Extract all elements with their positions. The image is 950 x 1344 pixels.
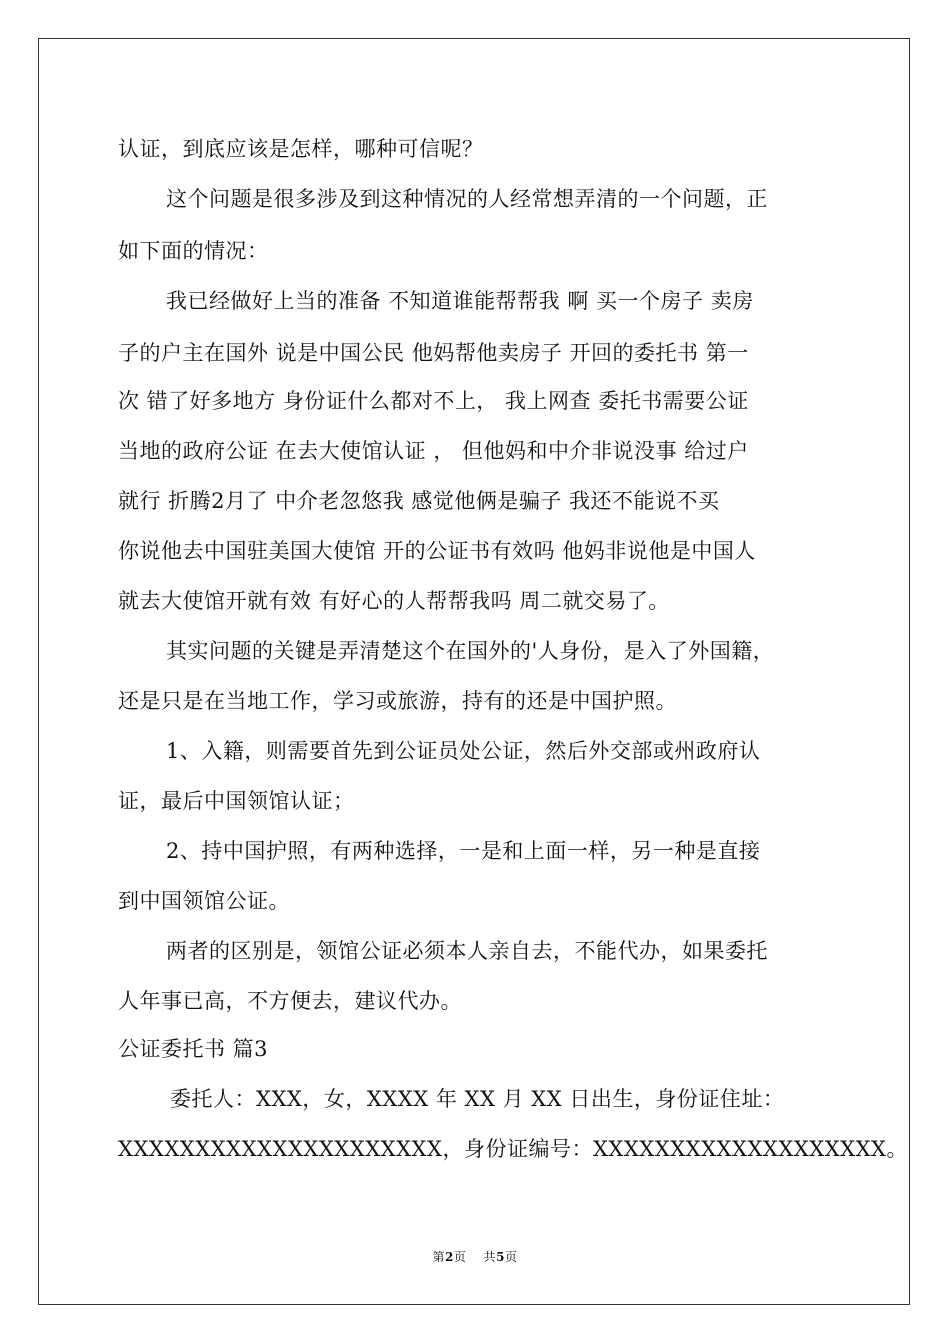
paragraph-line: 1、入籍，则需要首先到公证员处公证，然后外交部或州政府认: [166, 739, 761, 763]
page-suffix: 页: [453, 1250, 467, 1264]
text-line: 当地的政府公证 在去大使馆认证 ， 但他妈和中介非说没事 给过户: [118, 439, 749, 463]
paragraph-line: 我已经做好上当的准备 不知道谁能帮帮我 啊 买一个房子 卖房: [166, 289, 754, 313]
total-prefix: 共: [483, 1250, 497, 1264]
page-prefix: 第: [432, 1250, 445, 1264]
text-line: 就行 折腾2月了 中介老忽悠我 感觉他俩是骗子 我还不能说不买: [118, 489, 720, 513]
total-suffix: 页: [505, 1250, 518, 1264]
paragraph-line: 其实问题的关键是弄清楚这个在国外的'人身份，是入了外国籍，: [166, 639, 775, 663]
total-pages: 5: [496, 1250, 505, 1264]
text-line: 次 错了好多地方 身份证什么都对不上， 我上网查 委托书需要公证: [118, 389, 749, 413]
page-footer: [0, 1248, 950, 1265]
text-line: 证，最后中国领馆认证；: [118, 789, 355, 813]
paragraph-line: 2、持中国护照，有两种选择，一是和上面一样，另一种是直接: [166, 839, 761, 863]
text-line: 人年事已高，不方便去，建议代办。: [118, 989, 462, 1013]
text-line: XXXXXXXXXXXXXXXXXXXXX，身份证编号：XXXXXXXXXXXXXXXXXXX。: [118, 1137, 909, 1161]
paragraph-line: 两者的区别是，领馆公证必须本人亲自去，不能代办，如果委托: [166, 939, 768, 963]
page-number: 2: [444, 1250, 454, 1264]
text-line: 如下面的情况：: [118, 239, 269, 263]
text-line: 你说他去中国驻美国大使馆 开的公证书有效吗 他妈非说他是中国人: [118, 539, 756, 563]
text-line: 认证，到底应该是怎样，哪种可信呢？: [118, 137, 484, 161]
page-border: [38, 38, 910, 1305]
text-line: 就去大使馆开就有效 有好心的人帮帮我吗 周二就交易了。: [118, 589, 670, 613]
text-line: 子的户主在国外 说是中国公民 他妈帮他卖房子 开回的委托书 第一: [118, 341, 749, 365]
paragraph-line: 这个问题是很多涉及到这种情况的人经常想弄清的一个问题，正: [166, 187, 768, 211]
text-line: 到中国领馆公证。: [118, 889, 290, 913]
paragraph-line: 委托人：XXX，女，XXXX 年 XX 月 XX 日出生，身份证住址：: [170, 1087, 785, 1111]
section-heading: 公证委托书 篇3: [118, 1037, 269, 1061]
text-line: 还是只是在当地工作，学习或旅游，持有的还是中国护照。: [118, 689, 677, 713]
